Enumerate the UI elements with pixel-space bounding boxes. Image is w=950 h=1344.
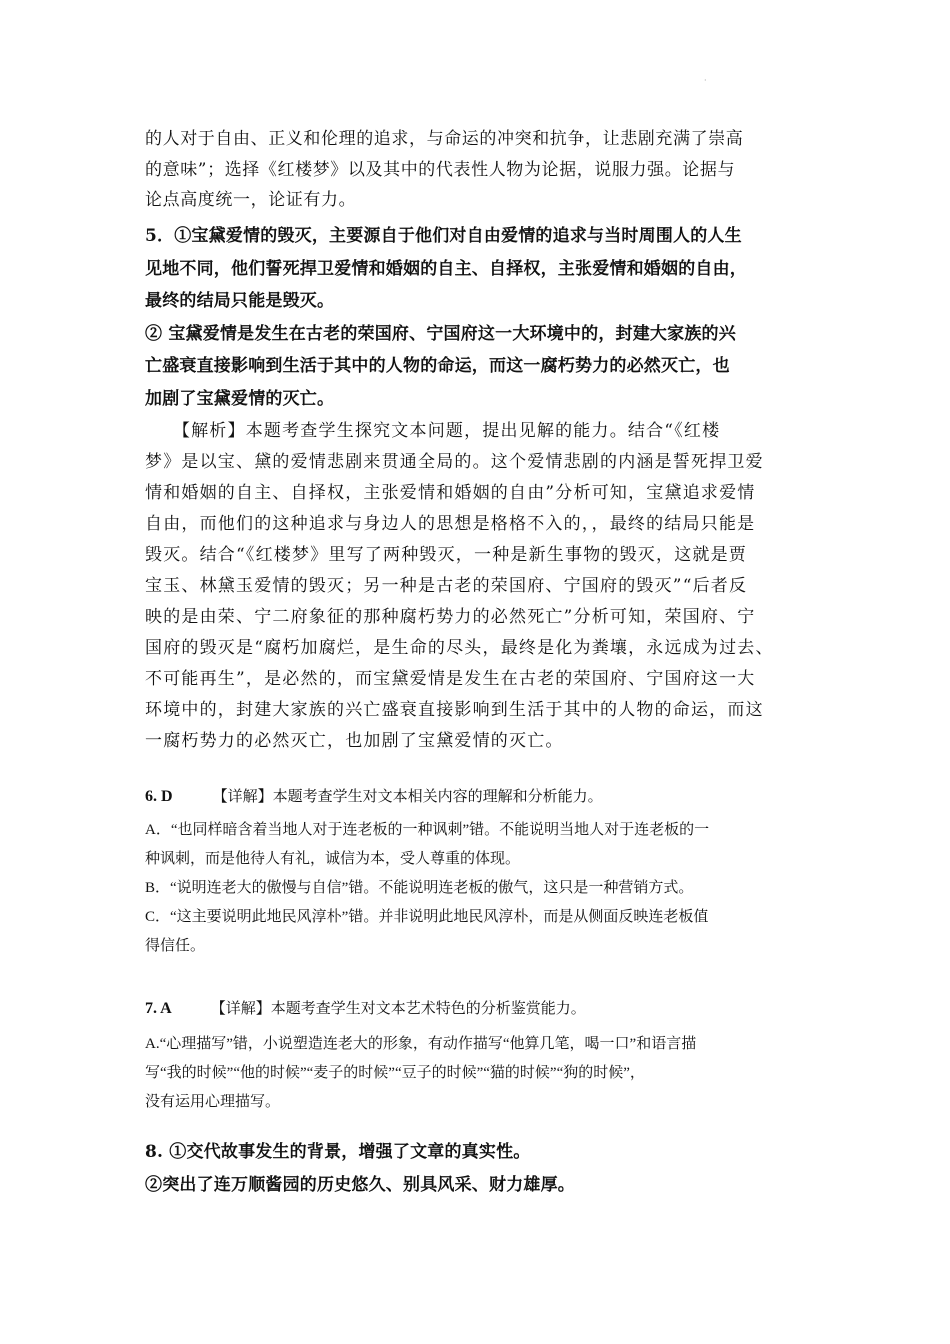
text-line: 最终的结局只能是毁灭。 [145,291,335,311]
text-line: 见地不同，他们誓死捍卫爱情和婚姻的自主、自择权，主张爱情和婚姻的自由， [145,258,747,279]
q6-section [145,782,825,961]
text-line: 的意味”；选择《红楼梦》以及其中的代表性人物为论据，说服力强。论据与 [145,159,736,180]
text-line: 加剧了宝黛爱情的灭亡。 [145,388,335,409]
text-line: 没有运用心理描写。 [145,1094,281,1110]
text-line: 写“我的时候”“他的时候”“麦子的时候”“豆子的时候”“猫的时候”“狗的时候”， [145,1065,645,1081]
q6-number: 6. [145,788,157,805]
text-line: 映的是由荣、宁二府象征的那种腐朽势力的必然死亡”分析可知，荣国府、宁 [145,607,756,627]
text-line: 得信任。 [145,938,206,954]
q8-answer [145,1136,825,1201]
q6-tag: 【详解】本题考查学生对文本相关内容的理解和分析能力。 [212,789,603,805]
text-line: 不可能再生”，是必然的，而宝黛爱情是发生在古老的荣国府、宁国府这一大 [145,669,756,689]
q7-tag: 【详解】本题考查学生对文本艺术特色的分析鉴赏能力。 [210,1001,586,1017]
text-line: 环境中的，封建大家族的兴亡盛衰直接影响到生活于其中的人物的命运，而这 [145,700,764,720]
text-line: 梦》是以宝、黛的爱情悲剧来贯通全局的。这个爱情悲剧的内涵是誓死捍卫爱 [145,452,764,472]
text-line: 8. ①交代故事发生的背景，增强了文章的真实性。 [145,1142,531,1162]
text-line: 国府的毁灭是“腐朽加腐烂，是生命的尽头，最终是化为粪壤，永远成为过去、 [145,638,774,658]
text-line: 情和婚姻的自主、自择权，主张爱情和婚姻的自由”分析可知，宝黛追求爱情 [145,483,756,503]
text-line: 一腐朽势力的必然灭亡，也加剧了宝黛爱情的灭亡。 [145,731,564,751]
page-mark: · [704,76,707,85]
intro-paragraph [145,124,825,216]
text-line: B．“说明连老大的傲慢与自信”错。不能说明连老板的傲气，这只是一种营销方式。 [145,880,694,896]
text-line: ② 宝黛爱情是发生在古老的荣国府、宁国府这一大环境中的，封建大家族的兴 [145,323,736,344]
q6-header [145,782,825,812]
text-line: ②突出了连万顺酱园的历史悠久、别具风采、财力雄厚。 [145,1174,575,1195]
text-line: 5．①宝黛爱情的毁灭，主要源自于他们对自由爱情的追求与当时周围人的人生 [145,226,742,246]
text-line: A．“也同样暗含着当地人对于连老板的一种讽刺”错。不能说明当地人对于连老板的一 [145,822,710,838]
q7-number: 7. [145,1000,157,1017]
q7-header [145,994,825,1024]
text-line: 【解析】本题考查学生探究文本问题，提出见解的能力。结合“《红楼 [145,421,721,441]
text-line: 种讽刺，而是他待人有礼，诚信为本，受人尊重的体现。 [145,851,521,867]
text-line: 毁灭。结合“《红楼梦》里写了两种毁灭，一种是新生事物的毁灭，这就是贾 [145,545,747,565]
q7-section [145,994,825,1117]
q7-details [145,1030,825,1117]
text-line: 亡盛衰直接影响到生活于其中的人物的命运，而这一腐朽势力的必然灭亡，也 [145,356,730,376]
q5-answer [145,220,825,415]
text-line: A.“心理描写”错，小说塑造连老大的形象，有动作描写“他算几笔，喝一口”和语言描 [145,1036,697,1052]
q6-answer: D [161,788,173,805]
q6-details [145,816,825,961]
text-line: 论点高度统一，论证有力。 [145,190,357,210]
text-line: 自由，而他们的这种追求与身边人的思想是格格不入的，，最终的结局只能是 [145,514,756,534]
text-line: 宝玉、林黛玉爱情的毁灭；另一种是古老的荣国府、宁国府的毁灭”“后者反 [145,576,748,596]
text-line: C．“这主要说明此地民风淳朴”错。并非说明此地民风淳朴，而是从侧面反映连老板值 [145,909,709,925]
q7-answer: A [160,1000,171,1017]
q5-analysis [145,416,825,757]
text-line: 的人对于自由、正义和伦理的追求，与命运的冲突和抗争，让悲剧充满了崇高 [145,129,744,149]
